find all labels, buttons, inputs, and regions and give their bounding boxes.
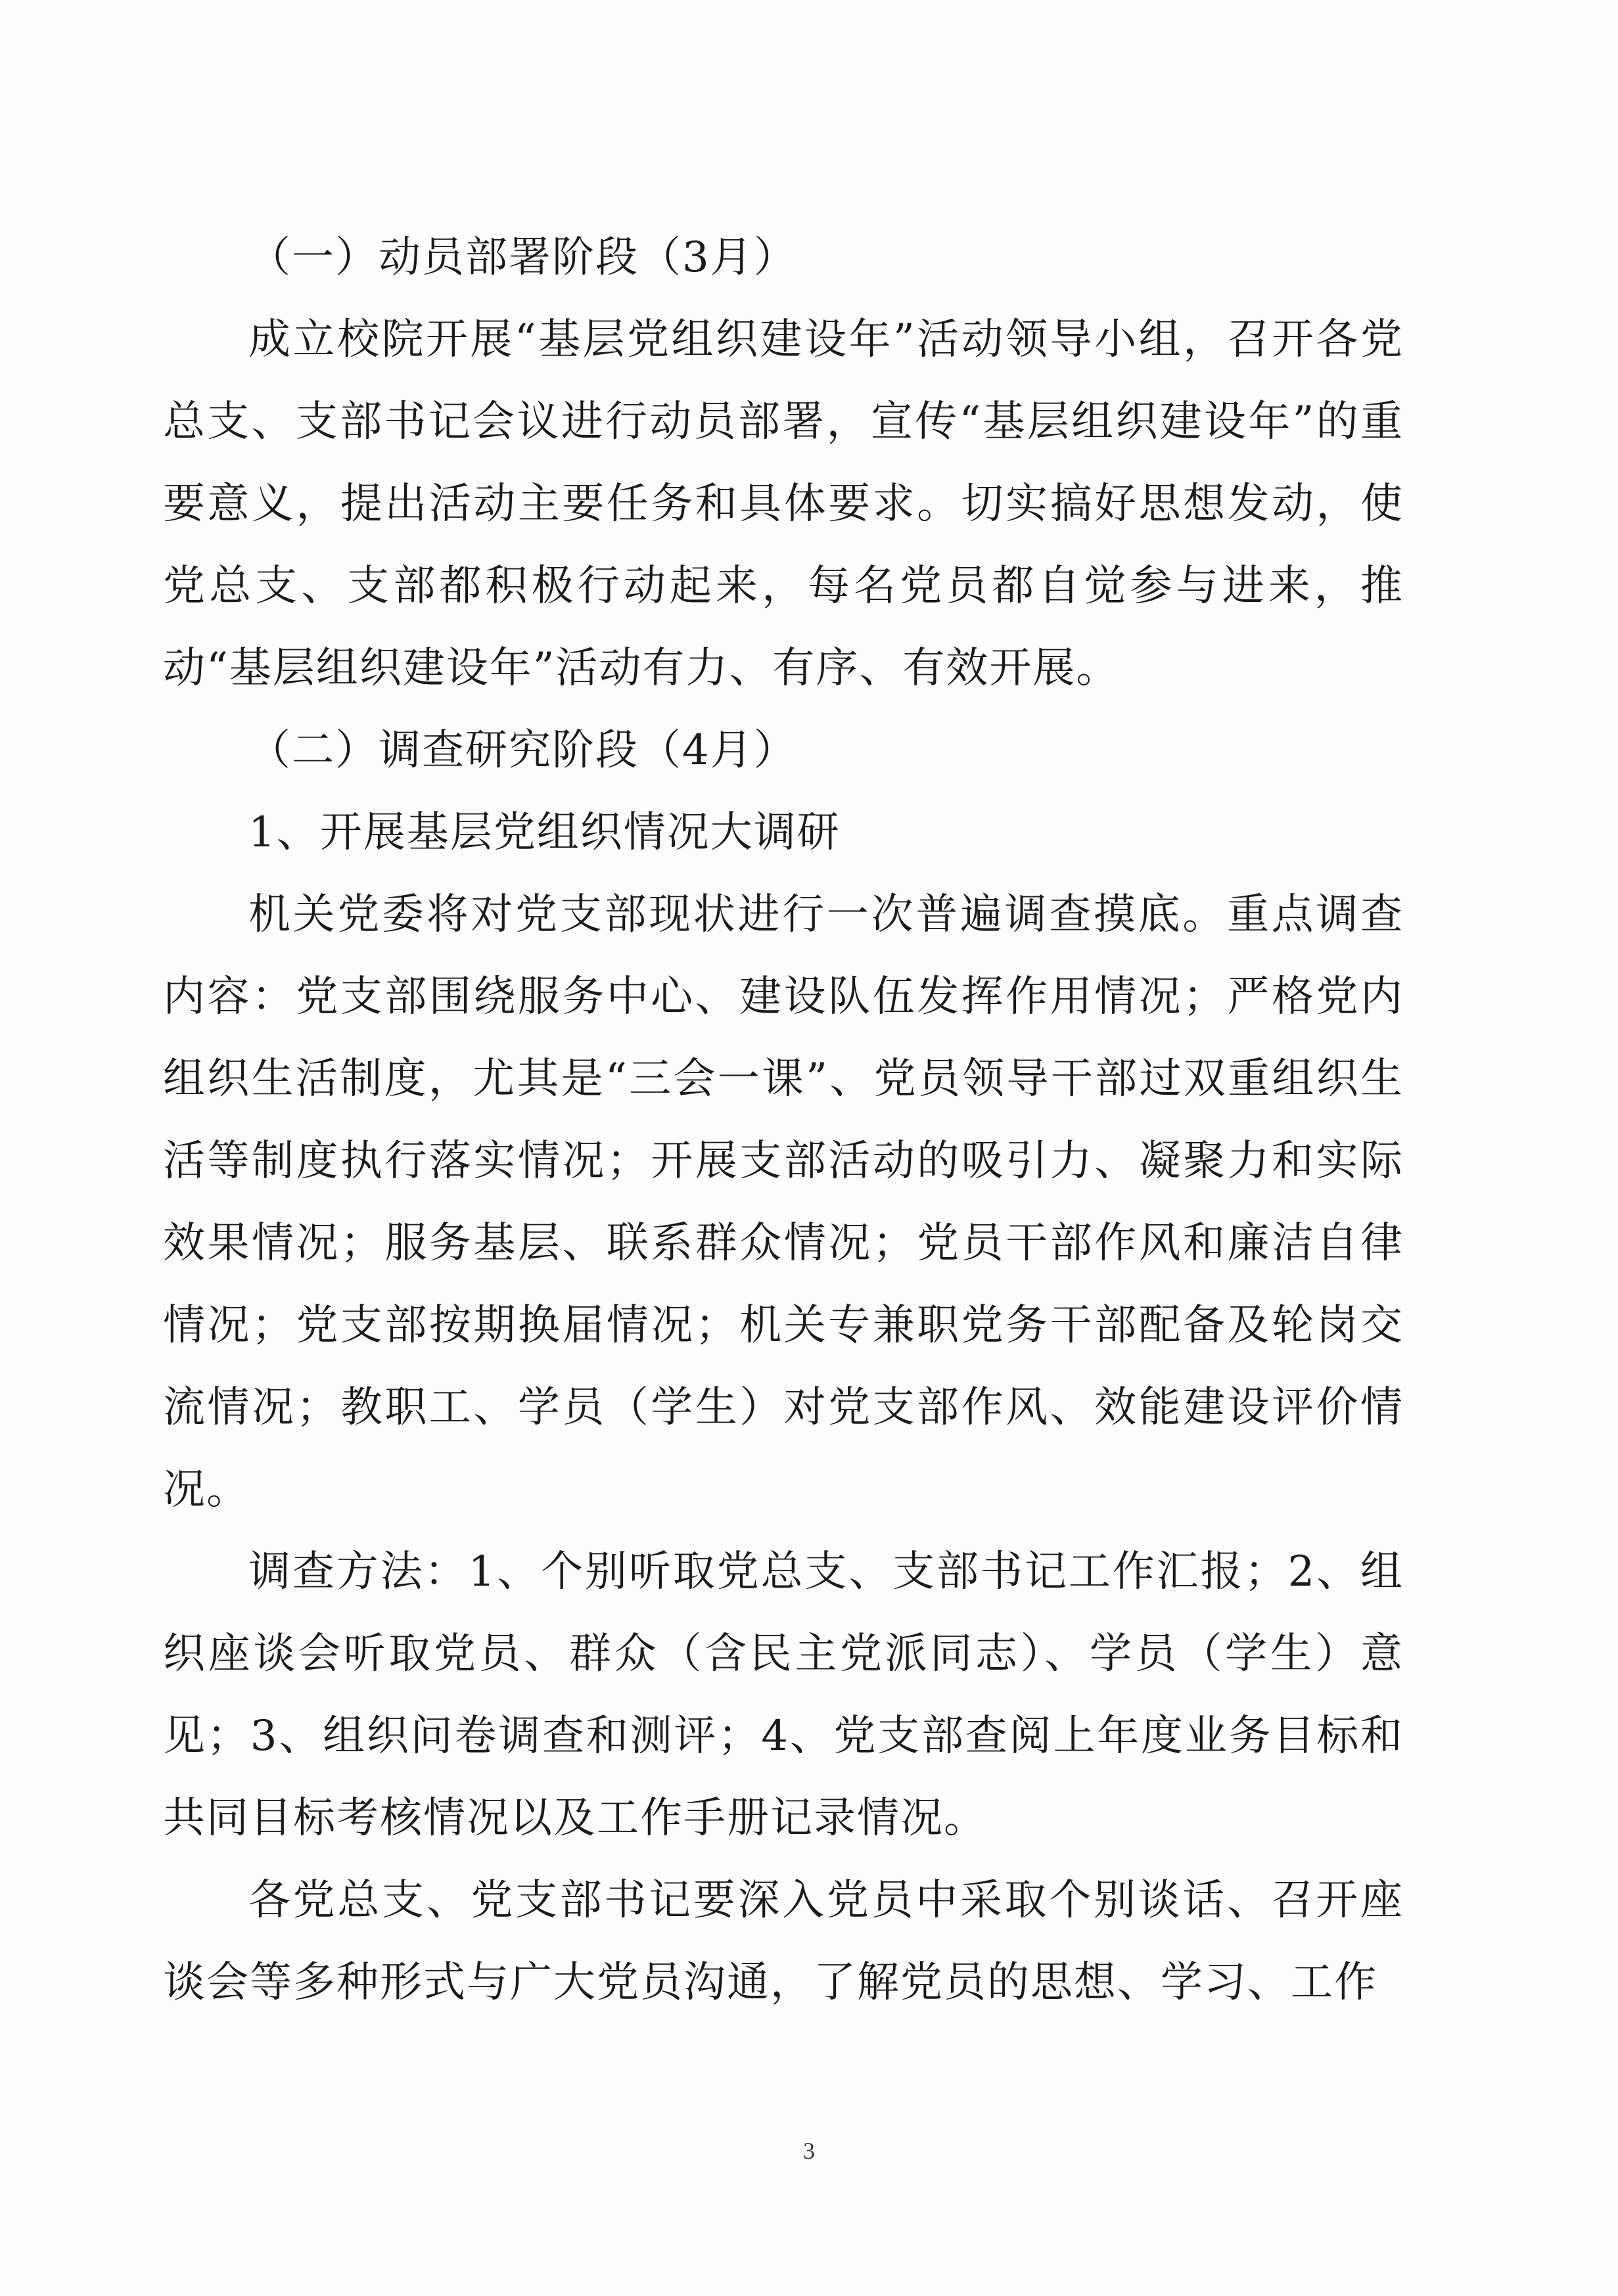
section-heading-research: （二）调查研究阶段（4月） xyxy=(248,726,797,775)
paragraph-survey-content: 机关党委将对党支部现状进行一次普遍调查摸底。重点调查内容：党支部围绕服务中心、建设队伍发挥作用情况；严格党内组织生活制度，尤其是“三会一课”、党员领导干部过双重组织生活等制度执行落实情况；开展支部活动的吸引力、凝聚力和实际效果情况；服务基层、联系群众情况；党员干部作风和廉洁自律情况；党支部按期换届情况；机关专兼职党务干部配备及轮岗交流情况；教职工、学员（学生）对党支部作风、效能建设评价情况。 xyxy=(163,890,1404,1514)
page-number: 3 xyxy=(803,2138,815,2164)
paragraph-secretaries: 各党总支、党支部书记要深入党员中采取个别谈话、召开座谈会等多种形式与广大党员沟通，了解党员的思想、学习、工作 xyxy=(163,1876,1404,2007)
paragraph-mobilization: 成立校院开展“基层党组织建设年”活动领导小组，召开各党总支、支部书记会议进行动员部署，宣传“基层组织建设年”的重要意义，提出活动主要任务和具体要求。切实搞好思想发动，使党总支、支部都积极行动起来，每名党员都自觉参与进来，推动“基层组织建设年”活动有力、有序、有效开展。 xyxy=(163,315,1404,693)
paragraph-survey-methods: 调查方法：1、个别听取党总支、支部书记工作汇报；2、组织座谈会听取党员、群众（含民主党派同志）、学员（学生）意见；3、组织问卷调查和测评；4、党支部查阅上年度业务目标和共同目标考核情况以及工作手册记录情况。 xyxy=(163,1548,1404,1843)
document-body xyxy=(163,217,1404,2024)
subheading-survey: 1、开展基层党组织情况大调研 xyxy=(248,808,841,857)
section-heading-mobilization: （一）动员部署阶段（3月） xyxy=(248,233,797,282)
